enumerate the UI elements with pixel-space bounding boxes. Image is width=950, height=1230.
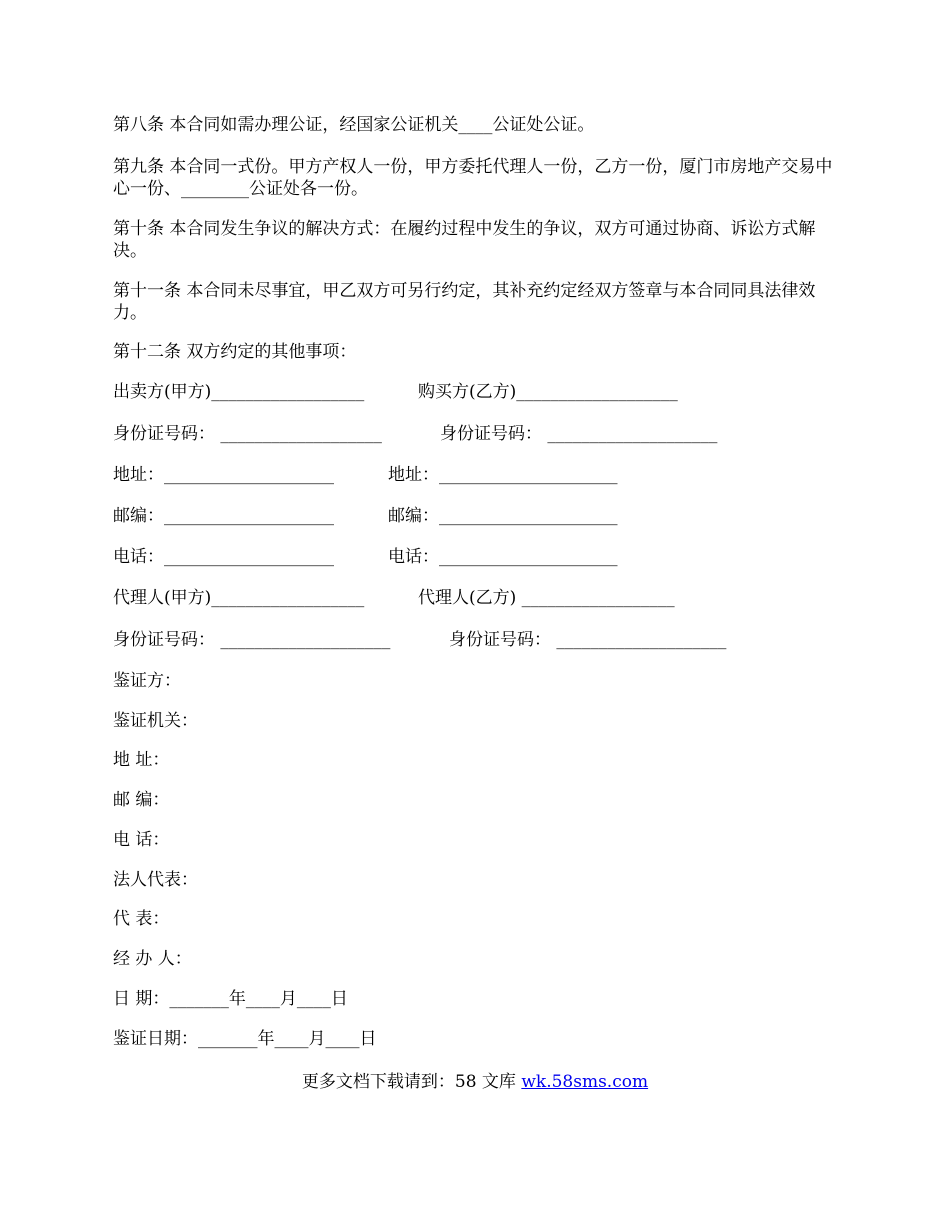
article-10: 第十条 本合同发生争议的解决方式：在履约过程中发生的争议，双方可通过协商、诉讼方式解决。 <box>113 219 816 261</box>
verification-handler: 经 办 人： <box>113 949 192 969</box>
buyer-agent-field: 代理人(乙方) __________________ <box>418 588 675 608</box>
buyer-agent-id-field: 身份证号码： ____________________ <box>449 630 727 650</box>
download-footer <box>0 1071 950 1093</box>
verification-rep: 代 表： <box>113 909 170 929</box>
buyer-field: 购买方(乙方)___________________ <box>418 382 678 402</box>
footer-text: 更多文档下载请到：58 文库 <box>301 1072 522 1092</box>
footer-link[interactable]: wk.58sms.com <box>521 1072 649 1092</box>
article-12: 第十二条 双方约定的其他事项： <box>113 342 357 362</box>
verification-date: 日 期：_______年____月____日 <box>113 989 348 1009</box>
seller-field: 出卖方(甲方)__________________ <box>113 382 365 402</box>
article-8: 第八条 本合同如需办理公证，经国家公证机关____公证处公证。 <box>113 115 595 135</box>
buyer-address-field: 地址：_____________________ <box>388 465 618 485</box>
article-11: 第十一条 本合同未尽事宜，甲乙双方可另行约定，其补充约定经双方签章与本合同同具法律效力。 <box>113 281 816 323</box>
seller-id-field: 身份证号码： ___________________ <box>113 424 382 444</box>
verification-zip: 邮 编： <box>113 790 170 810</box>
verification-phone: 电 话： <box>113 830 170 850</box>
seller-agent-field: 代理人(甲方)__________________ <box>113 588 365 608</box>
buyer-zip-field: 邮编：_____________________ <box>388 506 618 526</box>
seller-phone-field: 电话：____________________ <box>113 547 334 567</box>
seller-agent-id-field: 身份证号码： ____________________ <box>113 630 391 650</box>
article-9: 第九条 本合同一式份。甲方产权人一份，甲方委托代理人一份，乙方一份，厦门市房地产交易中心一份、________公证处各一份。 <box>113 157 833 199</box>
buyer-id-field: 身份证号码： ____________________ <box>440 424 718 444</box>
verification-legal-rep: 法人代表： <box>113 870 198 890</box>
verification-sign-date: 鉴证日期：_______年____月____日 <box>113 1029 377 1049</box>
buyer-phone-field: 电话：_____________________ <box>388 547 618 567</box>
seller-zip-field: 邮编：____________________ <box>113 506 334 526</box>
verification-address: 地 址： <box>113 750 170 770</box>
verification-authority: 鉴证机关： <box>113 711 198 731</box>
verification-party: 鉴证方： <box>113 671 181 691</box>
seller-address-field: 地址：____________________ <box>113 465 334 485</box>
